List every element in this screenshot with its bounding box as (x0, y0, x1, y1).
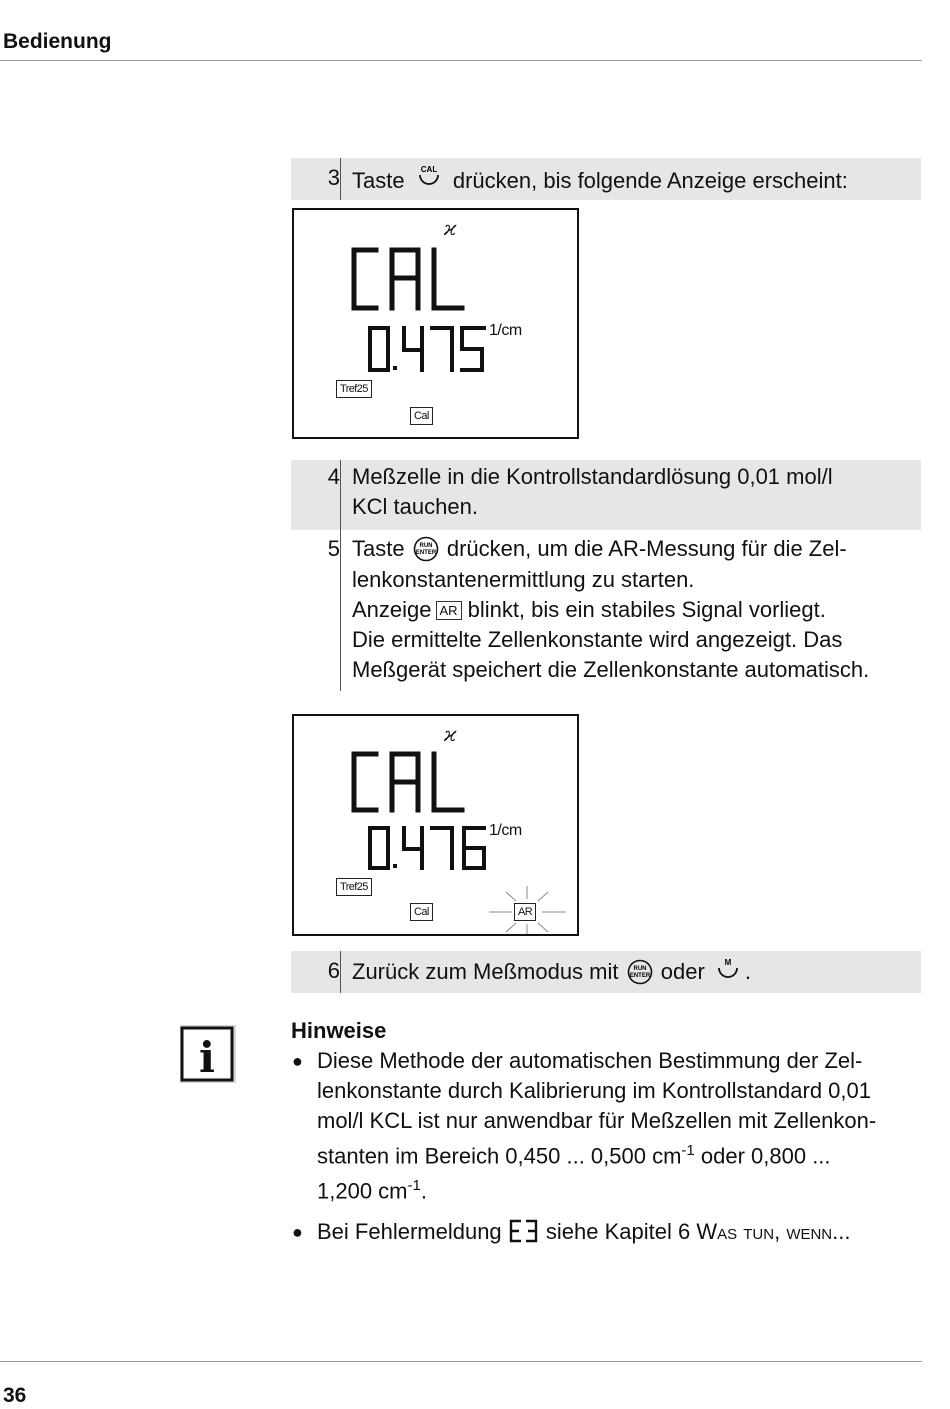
list-item (291, 1217, 923, 1251)
step-text: drücken, bis folgende Anzeige erscheint: (452, 167, 848, 193)
lcd-display-1 (292, 208, 579, 439)
step-number: 6 (327, 958, 340, 983)
step-divider (340, 158, 341, 200)
conductivity-symbol: ϰ (444, 216, 457, 240)
step-divider (340, 530, 341, 691)
list-item (291, 1046, 923, 1207)
note-text (317, 1171, 923, 1206)
step-text: Zurück zum Meßmodus mit (352, 958, 619, 984)
note-text: Diese Methode der automatischen Bestimmung der Zel- (317, 1048, 863, 1073)
step-text: . (744, 958, 752, 984)
svg-text:i: i (199, 1033, 215, 1082)
lcd-value-text (370, 328, 484, 370)
chapter-link-text: Was tun, wenn... (696, 1218, 851, 1244)
notes-section (291, 1016, 923, 1251)
cal-indicator: Cal (410, 407, 433, 425)
ar-indicator-icon: AR (436, 601, 462, 620)
bullet-icon: ● (292, 1221, 303, 1242)
step-divider (340, 951, 341, 993)
step-text: oder (660, 958, 705, 984)
note-text: oder 0,800 ... (694, 1143, 831, 1169)
note-text: . (420, 1178, 427, 1204)
note-text: 1,200 cm (317, 1178, 408, 1204)
tref25-indicator: Tref25 (336, 878, 372, 896)
run-enter-key-icon (411, 535, 441, 565)
step-text: blinkt, bis ein stabiles Signal vorliegt. (467, 597, 826, 623)
step-number: 5 (327, 536, 340, 561)
step-text: Taste (352, 536, 405, 561)
step-3 (291, 158, 921, 200)
svg-text:ENTER: ENTER (629, 973, 650, 979)
header-rule (0, 60, 922, 61)
svg-text:RUN: RUN (633, 966, 647, 972)
conductivity-symbol: ϰ (444, 722, 457, 746)
step-text: drücken, um die AR-Messung für die Zel- (446, 536, 847, 561)
svg-text:ENTER: ENTER (415, 550, 436, 557)
step-number: 3 (327, 165, 340, 190)
step-text: Anzeige (352, 597, 432, 623)
lcd-main-text (354, 250, 462, 308)
note-text: lenkonstante durch Kalibrierung im Kontrollstandard 0,01 (317, 1078, 871, 1103)
superscript: -1 (681, 1142, 695, 1159)
tref25-indicator: Tref25 (336, 380, 372, 398)
notes-list (291, 1046, 923, 1251)
ar-indicator: AR (514, 903, 536, 921)
cal-key-label: CAL (420, 165, 437, 174)
lcd-display-2 (292, 714, 579, 936)
lcd-main-text (354, 754, 462, 810)
step-text: lenkonstantenermittlung zu starten. (352, 567, 695, 593)
m-key-label: M (724, 958, 732, 967)
bullet-icon: ● (292, 1051, 303, 1071)
note-text: siehe Kapitel 6 (545, 1218, 691, 1244)
run-enter-key-icon (625, 958, 655, 988)
lcd-value-text (370, 828, 484, 868)
svg-text:RUN: RUN (419, 543, 433, 550)
note-text: stanten im Bereich 0,450 ... 0,500 cm (317, 1143, 682, 1169)
page-number: 36 (3, 1384, 27, 1407)
footer-rule (0, 1361, 922, 1362)
step-6 (291, 951, 921, 993)
step-4 (291, 460, 921, 530)
note-text (317, 1136, 923, 1171)
step-text: Meßgerät speichert die Zellenkonstante automatisch. (352, 657, 870, 683)
step-5 (291, 530, 921, 691)
note-text: Bei Fehlermeldung (317, 1218, 502, 1244)
step-divider (340, 460, 341, 530)
lcd-segments (294, 716, 577, 934)
info-icon (179, 1024, 237, 1089)
cal-indicator: Cal (410, 903, 433, 921)
superscript: -1 (407, 1177, 421, 1195)
error-code-e3 (508, 1219, 540, 1251)
step-number: 4 (327, 464, 340, 489)
note-text: mol/l KCL ist nur anwendbar für Meßzellen mit Zellenkon- (317, 1108, 877, 1133)
header-title: Bedienung (3, 30, 112, 53)
step-text: Taste (352, 167, 405, 193)
lcd-segments (294, 210, 577, 437)
unit-label: 1/cm (489, 822, 522, 839)
unit-label: 1/cm (489, 322, 522, 339)
step-text: Meßzelle in die Kontrollstandardlösung 0,01 mol/l KCl tauchen. (352, 464, 833, 519)
cal-key-icon (411, 163, 447, 201)
step-text: Die ermittelte Zellenkonstante wird angezeigt. Das (352, 627, 843, 653)
notes-heading: Hinweise (291, 1018, 387, 1043)
m-key-icon (711, 956, 745, 990)
